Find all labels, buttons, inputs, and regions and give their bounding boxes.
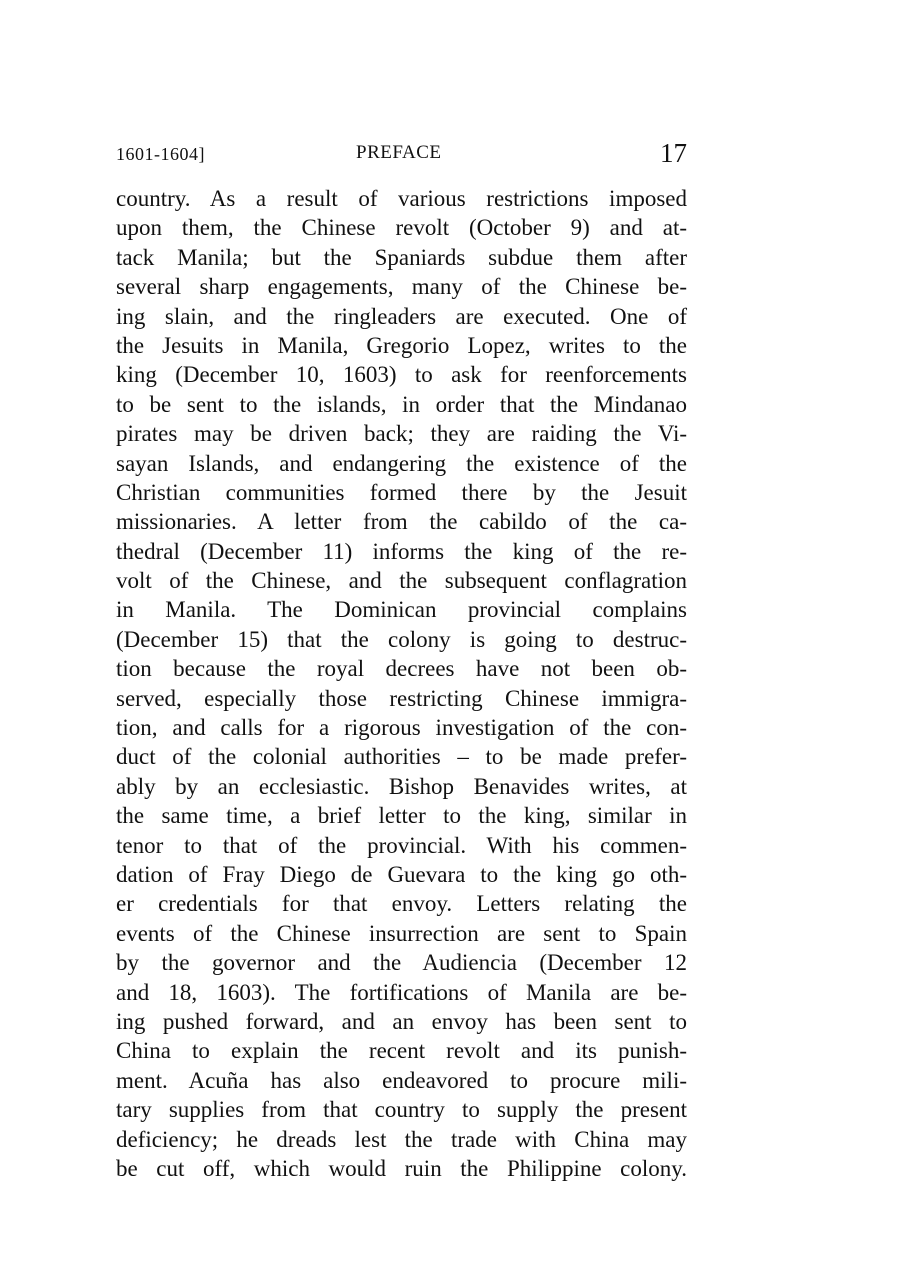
text-line: ing pushed forward, and an envoy has been sent to — [116, 1008, 687, 1034]
text-line: events of the Chinese insurrection are sent to Spain — [116, 920, 687, 946]
text-line: tack Manila; but the Spaniards subdue them after — [116, 244, 687, 270]
page-title: PREFACE — [356, 142, 442, 163]
text-line: to be sent to the islands, in order that the Mindanao — [116, 391, 687, 417]
text-line: served, especially those restricting Chinese immigra- — [116, 685, 687, 711]
text-line: tary supplies from that country to supply the present — [116, 1097, 687, 1123]
body-paragraph — [116, 184, 687, 1183]
text-line: country. As a result of various restrictions imposed — [116, 186, 687, 211]
text-line: by the governor and the Audiencia (December 12 — [116, 950, 687, 976]
text-line: tion, and calls for a rigorous investigation of the con- — [116, 715, 687, 741]
text-line: dation of Fray Diego de Guevara to the king go oth- — [116, 861, 687, 887]
page-number: 17 — [660, 138, 687, 168]
text-line: and 18, 1603). The fortifications of Manila are be- — [116, 979, 687, 1005]
text-line: be cut off, which would ruin the Philippine colony. — [116, 1155, 687, 1181]
text-line: the Jesuits in Manila, Gregorio Lopez, writes to the — [116, 332, 687, 358]
text-line: ment. Acuña has also endeavored to procure mili- — [116, 1067, 687, 1093]
text-line: missionaries. A letter from the cabildo of the ca- — [116, 509, 687, 535]
text-line: several sharp engagements, many of the Chinese be- — [116, 274, 687, 300]
text-line: sayan Islands, and endangering the existence of the — [116, 450, 687, 476]
text-line: upon them, the Chinese revolt (October 9) and at- — [116, 215, 687, 241]
text-line: the same time, a brief letter to the king, similar in — [116, 803, 687, 829]
text-line: tenor to that of the provincial. With his commen- — [116, 832, 687, 858]
text-line: thedral (December 11) informs the king of the re- — [116, 538, 687, 564]
text-line: in Manila. The Dominican provincial complains — [116, 597, 687, 623]
date-range: 1601-1604] — [116, 144, 205, 164]
text-line: (December 15) that the colony is going to destruc- — [116, 626, 687, 652]
text-line: pirates may be driven back; they are raiding the Vi- — [116, 421, 687, 447]
text-line: ably by an ecclesiastic. Bishop Benavides writes, at — [116, 773, 687, 799]
text-line: Christian communities formed there by the Jesuit — [116, 479, 687, 505]
text-line: duct of the colonial authorities – to be made prefer- — [116, 744, 687, 770]
text-line: tion because the royal decrees have not been ob- — [116, 656, 687, 682]
text-line: China to explain the recent revolt and its punish- — [116, 1038, 687, 1064]
text-line: volt of the Chinese, and the subsequent conflagration — [116, 568, 687, 594]
text-line: ing slain, and the ringleaders are executed. One of — [116, 303, 687, 329]
text-line: king (December 10, 1603) to ask for reenforcements — [116, 362, 687, 388]
text-line: deficiency; he dreads lest the trade with China may — [116, 1126, 687, 1152]
running-header — [116, 138, 687, 170]
text-line: er credentials for that envoy. Letters relating the — [116, 891, 687, 917]
